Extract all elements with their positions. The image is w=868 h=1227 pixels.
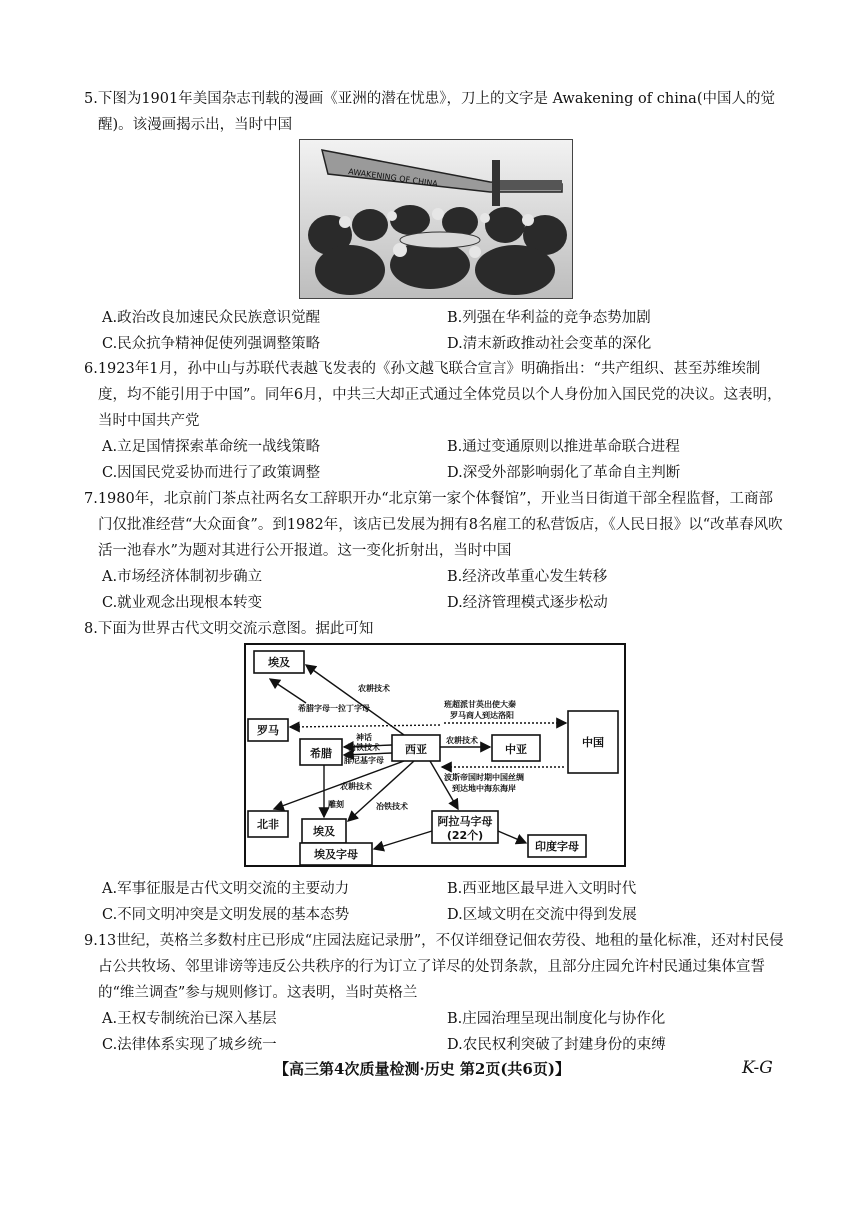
question-9-options [102, 1006, 792, 1058]
node-central-asia: 中亚 [505, 743, 527, 756]
node-north-africa: 北非 [257, 818, 279, 831]
label-farming-3: 农耕技术 [340, 782, 372, 791]
question-5-stem: 5.下图为1901年美国杂志刊载的漫画《亚洲的潜在忧患》，刀上的文字是 Awakening of china(中国人的觉醒)。该漫画揭示出，当时中国 [84, 91, 775, 133]
question-7-options [102, 564, 792, 616]
option-b[interactable]: B.通过变通原则以推进革命联合进程 [447, 439, 680, 455]
option-a[interactable]: A.军事征服是古代文明交流的主要动力 [102, 881, 350, 897]
label-iron-1: 冶铁技术 [348, 743, 380, 752]
option-c[interactable]: C.因国民党妥协而进行了政策调整 [102, 465, 321, 481]
question-8-options [102, 876, 792, 928]
node-aramaic-count: (22个) [446, 829, 484, 842]
question-8-stem: 8.下面为世界古代文明交流示意图。据此可知 [84, 621, 374, 637]
option-a[interactable]: A.立足国情探索革命统一战线策略 [102, 439, 321, 455]
question-8 [84, 616, 784, 642]
question-9 [84, 928, 784, 1006]
option-c[interactable]: C.不同文明冲突是文明发展的基本态势 [102, 907, 350, 923]
label-myth: 神话 [356, 733, 372, 742]
option-b[interactable]: B.庄园治理呈现出制度化与协作化 [447, 1011, 666, 1027]
node-china: 中国 [582, 736, 604, 749]
page-footer: 【高三第4次质量检测·历史 第2页(共6页)】 [274, 1060, 570, 1078]
civilization-exchange-diagram [244, 643, 626, 867]
label-iron-2: 冶铁技术 [376, 802, 408, 811]
option-c[interactable]: C.就业观念出现根本转变 [102, 595, 263, 611]
option-a[interactable]: A.王权专制统治已深入基层 [102, 1011, 277, 1027]
question-6-options [102, 434, 792, 486]
label-envoy-2: 罗马商人到达洛阳 [450, 711, 514, 720]
question-5-options [102, 305, 792, 357]
option-d[interactable]: D.经济管理模式逐步松动 [447, 595, 608, 611]
option-b[interactable]: B.经济改革重心发生转移 [447, 569, 608, 585]
node-egypt-script: 埃及字母 [314, 848, 358, 861]
option-d[interactable]: D.清末新政推动社会变革的深化 [447, 336, 652, 352]
option-d[interactable]: D.区域文明在交流中得到发展 [447, 907, 637, 923]
option-d[interactable]: D.农民权利突破了封建身份的束缚 [447, 1037, 666, 1053]
question-7-stem: 7.1980年，北京前门茶点社两名女工辞职开办“北京第一家个体餐馆”，开业当日街道干部全程监督，工商部门仅批准经营“大众面食”。到1982年，该店已发展为拥有8名雇工的私营饭店，《人民日报》以“改革春风吹活一池春水”为题对其进行公开报道。这一变化折射出，当时中国 [84, 491, 783, 559]
question-9-stem: 9.13世纪，英格兰多数村庄已形成“庄园法庭记录册”，不仅详细登记佃农劳役、地租的量化标准，还对村民侵占公共牧场、邻里诽谤等违反公共秩序的行为订立了详尽的处罚条款，且部分庄园允许村民通过集体宣誓的“维兰调查”参与规则修订。这表明，当时英格兰 [84, 933, 784, 1001]
label-farming-1: 农耕技术 [358, 684, 390, 693]
node-west-asia: 西亚 [405, 743, 427, 756]
label-envoy-1: 班超派甘英出使大秦 [444, 700, 516, 709]
label-farming-2: 农耕技术 [446, 736, 478, 745]
node-egypt-top: 埃及 [268, 656, 290, 669]
label-persia-1: 波斯帝国时期中国丝绸 [444, 773, 524, 782]
label-carving: 雕刻 [328, 800, 344, 809]
label-greek-latin: 希腊字母一拉丁字母 [298, 704, 370, 713]
option-b[interactable]: B.列强在华利益的竞争态势加剧 [447, 310, 651, 326]
label-persia-2: 到达地中海东海岸 [452, 784, 516, 793]
question-6-stem: 6.1923年1月，孙中山与苏联代表越飞发表的《孙文越飞联合宣言》明确指出：“共产组织、甚至苏维埃制度，均不能引用于中国”。同年6月，中共三大却正式通过全体党员以个人身份加入国民党的决议。这表明，当时中国共产党 [84, 361, 782, 429]
node-egypt-bottom: 埃及 [313, 825, 335, 838]
option-c[interactable]: C.法律体系实现了城乡统一 [102, 1037, 277, 1053]
cartoon-image [299, 139, 573, 299]
option-a[interactable]: A.政治改良加速民众民族意识觉醒 [102, 310, 321, 326]
option-a[interactable]: A.市场经济体制初步确立 [102, 569, 263, 585]
sword-text: AWAKENING OF CHINA [347, 167, 439, 189]
node-indian-script: 印度字母 [535, 840, 579, 853]
question-5 [84, 86, 784, 138]
node-aramaic: 阿拉马字母 [437, 815, 493, 828]
node-greece: 希腊 [310, 747, 332, 760]
label-phoenician: 腓尼基字母 [344, 756, 384, 765]
option-d[interactable]: D.深受外部影响弱化了革命自主判断 [447, 465, 681, 481]
exam-code: K-G [742, 1058, 773, 1078]
question-7 [84, 486, 784, 564]
option-c[interactable]: C.民众抗争精神促使列强调整策略 [102, 336, 321, 352]
question-6 [84, 356, 784, 434]
node-rome: 罗马 [257, 724, 279, 737]
option-b[interactable]: B.西亚地区最早进入文明时代 [447, 881, 637, 897]
